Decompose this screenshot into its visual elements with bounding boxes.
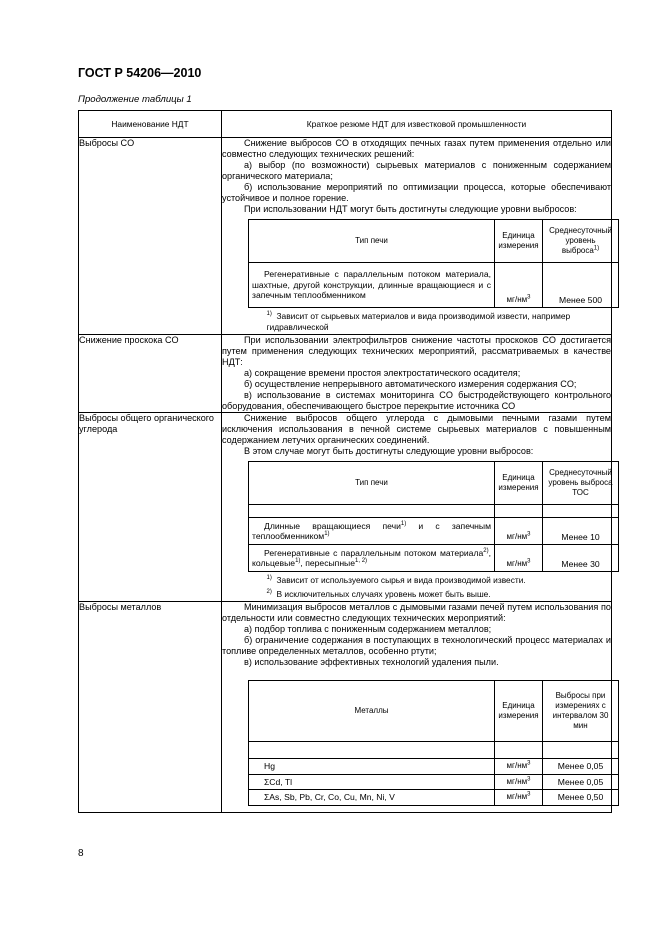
table-row	[79, 138, 612, 335]
row-label-toc: Выбросы общего органического углерода	[79, 413, 222, 602]
table-row	[79, 602, 612, 813]
list-item: в) использование в системах мониторинга CO быстродействующего контрольного оборудования, обеспечивающего быстрое перекрытие источника CO	[222, 390, 611, 411]
paragraph: При использовании НДТ могут быть достигнуты следующие уровни выбросов:	[244, 204, 577, 214]
header-unit: Единица измерения	[495, 462, 543, 505]
metal-name: ΣCd, Tl	[249, 774, 495, 790]
header-furnace-type: Тип печи	[249, 462, 495, 505]
emission-level: Менее 0,50	[543, 790, 619, 806]
header-level: Среднесуточный уровень выброса ТОС	[543, 462, 619, 505]
emission-level: Менее 0,05	[543, 774, 619, 790]
unit: $мг/нм^3$	[495, 545, 543, 572]
row-body-metals	[222, 602, 612, 813]
toc-levels-table	[248, 461, 619, 601]
emission-level: Менее 0,05	[543, 759, 619, 775]
column-header-bat: Наименование НДТ	[79, 111, 222, 138]
metals-levels-table	[248, 680, 619, 806]
paragraph: Снижение выбросов общего углерода с дымовыми печными газами путем исключения использования в печной системе сырьевых материалов с повышенным содержанием летучих органических соединений.	[222, 413, 611, 445]
furnace-type: Регенеративные с параллельным потоком материала, шахтные, другой конструкции, длинные вращающиеся и с запечным теплообменником	[249, 263, 495, 308]
list-item: а) сокращение времени простоя электростатического осадителя;	[244, 368, 521, 378]
row-label-co-slip: Снижение проскока CO	[79, 335, 222, 413]
list-item: б) использование мероприятий по оптимизации процесса, которые обеспечивают устойчивое и полное горение.	[222, 182, 611, 203]
header-metals: Металлы	[249, 681, 495, 742]
header-level: Среднесуточный уровень выброса$^{1)}$	[543, 220, 619, 263]
furnace-type: Длинные вращающиеся печи$^{1)}$ и с запечным теплообменником$^{1)}$	[249, 518, 495, 545]
metal-row	[249, 790, 619, 806]
paragraph: При использовании электрофильтров снижение частоты проскоков CO достигается путем применения следующих технических мероприятий, рассматриваемых в качестве НДТ:	[222, 335, 611, 367]
row-label-co: Выбросы CO	[79, 138, 222, 335]
list-item: а) выбор (по возможности) сырьевых материалов с пониженным содержанием органического материала;	[222, 160, 611, 181]
table-header-row	[79, 111, 612, 138]
metal-name: ΣAs, Sb, Pb, Cr, Co, Cu, Mn, Ni, V	[249, 790, 495, 806]
page-number: 8	[78, 848, 84, 859]
row-body-co	[222, 138, 612, 335]
column-header-summary: Краткое резюме НДТ для известковой промышленности	[222, 111, 612, 138]
unit: $мг/нм^3$	[495, 518, 543, 545]
footnote: $^{1)}$ Зависит от используемого сырья и вида производимой извести. $^{2)}$ В исключительных случаях уровень может быть выше.	[249, 572, 619, 602]
emission-level: Менее 10	[543, 518, 619, 545]
emission-level: Менее 30	[543, 545, 619, 572]
paragraph: В этом случае могут быть достигнуты следующие уровни выбросов:	[244, 446, 534, 456]
unit: $мг/нм^3$	[495, 263, 543, 308]
row-body-co-slip	[222, 335, 612, 413]
co-levels-table	[248, 219, 619, 334]
furnace-type: Регенеративные с параллельным потоком материала$^{2)}$, кольцевые$^{1)}$, пересыпные$^{1, 2)}$	[249, 545, 495, 572]
table-row	[79, 413, 612, 602]
metal-name: Hg	[249, 759, 495, 775]
unit: $мг/нм^3$	[495, 759, 543, 775]
table-row	[79, 335, 612, 413]
row-label-metals: Выбросы металлов	[79, 602, 222, 813]
paragraph: Минимизация выбросов металлов с дымовыми газами печей путем использования по отдельности или совместно следующих технических мероприятий:	[222, 602, 611, 623]
bat-table	[78, 110, 612, 813]
list-item: б) осуществление непрерывного автоматического измерения содержания CO;	[244, 379, 577, 389]
paragraph: Снижение выбросов CO в отходящих печных газах путем применения отдельно или совместно следующих технических решений:	[222, 138, 611, 159]
header-unit: Единица измерения	[495, 681, 543, 742]
metal-row	[249, 774, 619, 790]
unit: $мг/нм^3$	[495, 774, 543, 790]
row-body-toc	[222, 413, 612, 602]
header-level: Выбросы при измерениях с интервалом 30 мин	[543, 681, 619, 742]
document-header: ГОСТ Р 54206—2010	[78, 66, 202, 80]
metal-row	[249, 759, 619, 775]
list-item: в) использование эффективных технологий удаления пыли.	[244, 657, 499, 667]
header-furnace-type: Тип печи	[249, 220, 495, 263]
unit: $мг/нм^3$	[495, 790, 543, 806]
emission-level: Менее 500	[543, 263, 619, 308]
header-unit: Единица измерения	[495, 220, 543, 263]
list-item: а) подбор топлива с пониженным содержанием металлов;	[244, 624, 492, 634]
table-continuation-caption: Продолжение таблицы 1	[78, 94, 192, 105]
footnote: $^{1)}$ Зависит от сырьевых материалов и вида производимой извести, например гидравлической	[249, 308, 619, 335]
list-item: б) ограничение содержания в поступающих в технологический процесс материалах и топливе определенных металлов, особенно ртути;	[222, 635, 611, 656]
